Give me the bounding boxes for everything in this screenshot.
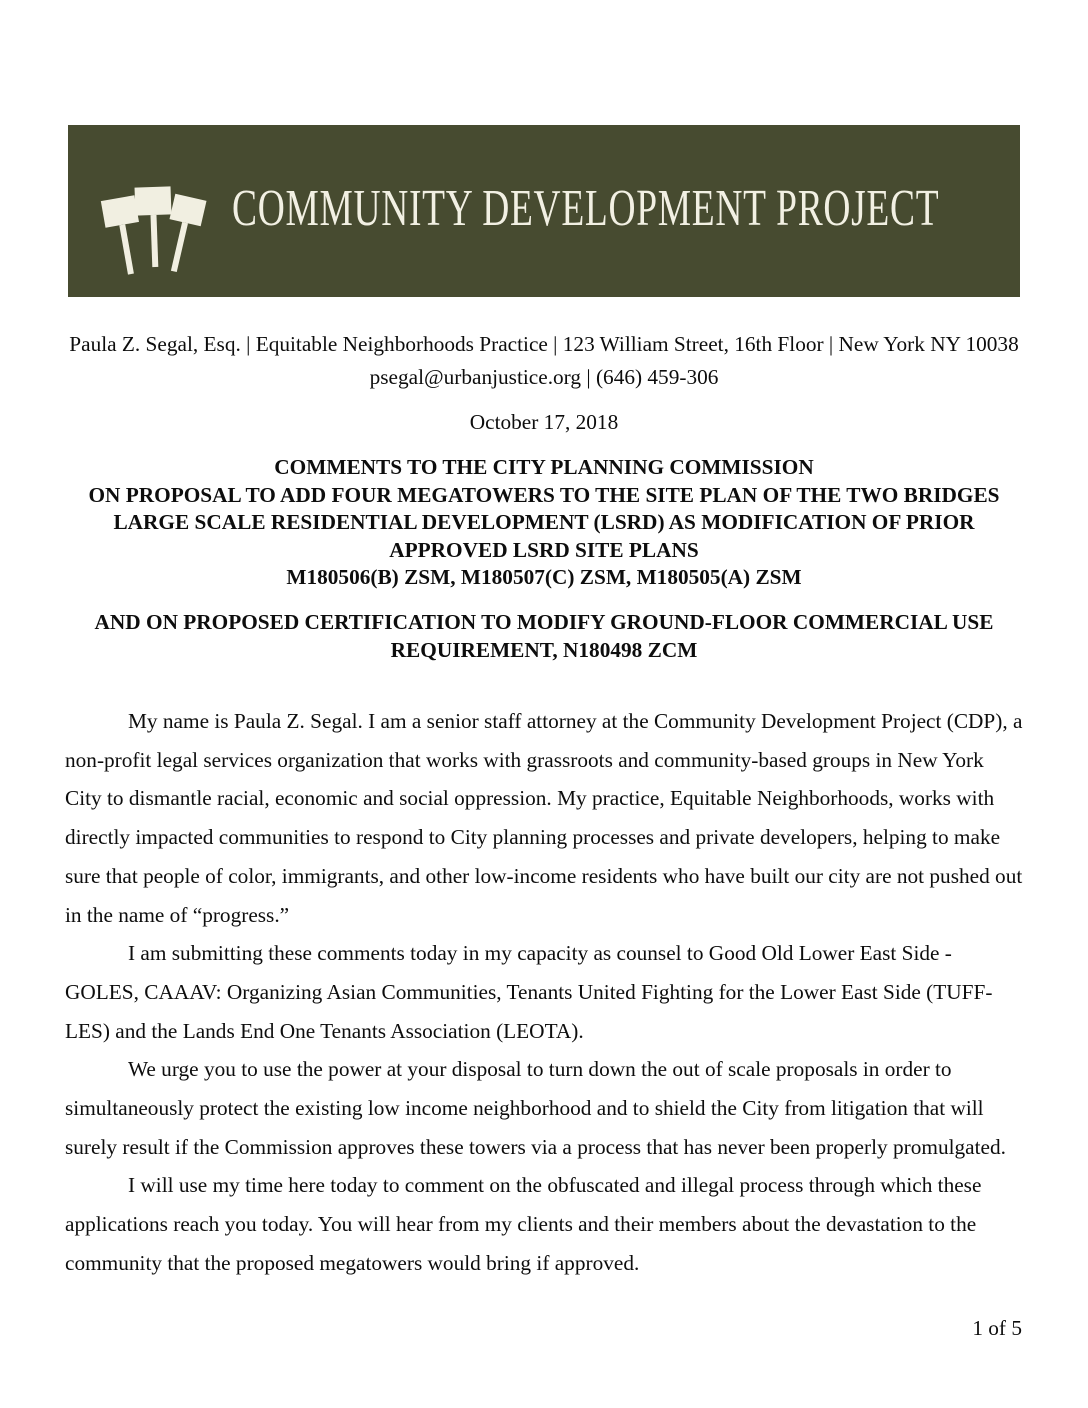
org-name: COMMUNITY DEVELOPMENT PROJECT (232, 180, 940, 238)
comments-title-block (64, 454, 1024, 592)
body-paragraph: I am submitting these comments today in my capacity as counsel to Good Old Lower East Side - GOLES, CAAAV: Organizing Asian Communities, Tenants United Fighting for the Lower East Side (TUFF-LES) and the Lands End One Tenants Association (LEOTA). (65, 941, 993, 1043)
title-line: LARGE SCALE RESIDENTIAL DEVELOPMENT (LSRD) AS MODIFICATION OF PRIOR (113, 510, 975, 534)
title-line: M180506(B) ZSM, M180507(C) ZSM, M180505(A) ZSM (286, 565, 802, 589)
cert-title-line: REQUIREMENT, N180498 ZCM (390, 637, 698, 662)
body-paragraph: My name is Paula Z. Segal. I am a senior staff attorney at the Community Development Project (CDP), a non-profit legal services organization that works with grassroots and community-based groups in New York City to dismantle racial, economic and social oppression. My practice, Equitable Neighborhoods, works with directly impacted communities to respond to City planning processes and private developers, helping to make sure that people of color, immigrants, and other low-income residents who have built our city are not pushed out in the name of “progress.” (65, 709, 1023, 927)
contact-line-1: Paula Z. Segal, Esq. | Equitable Neighborhoods Practice | 123 William Street, 16th Floor | New York NY 10038 (69, 332, 1019, 356)
certification-title-block (64, 609, 1024, 664)
page-number: 1 of 5 (972, 1316, 1022, 1340)
body-paragraph: I will use my time here today to comment on the obfuscated and illegal process through which these applications reach you today. You will hear from my clients and their members about the devastation to the community that the proposed megatowers would bring if approved. (65, 1173, 982, 1275)
contact-block (64, 328, 1024, 394)
contact-line-2: psegal@urbanjustice.org | (646) 459-306 (369, 365, 719, 389)
title-line: COMMENTS TO THE CITY PLANNING COMMISSION (274, 455, 814, 479)
title-line: ON PROPOSAL TO ADD FOUR MEGATOWERS TO THE SITE PLAN OF THE TWO BRIDGES (88, 482, 1000, 507)
cert-title-line: AND ON PROPOSED CERTIFICATION TO MODIFY GROUND-FLOOR COMMERCIAL USE (94, 610, 994, 634)
date-line: October 17, 2018 (469, 410, 619, 434)
letter-body (65, 702, 1024, 1283)
org-banner (68, 125, 1020, 297)
body-paragraph: We urge you to use the power at your disposal to turn down the out of scale proposals in order to simultaneously protect the existing low income neighborhood and to shield the City from litigation that will surely result if the Commission approves these towers via a process that has never been properly promulgated. (65, 1057, 1006, 1159)
title-line: APPROVED LSRD SITE PLANS (389, 537, 699, 562)
picket-signs-logo (98, 177, 218, 282)
